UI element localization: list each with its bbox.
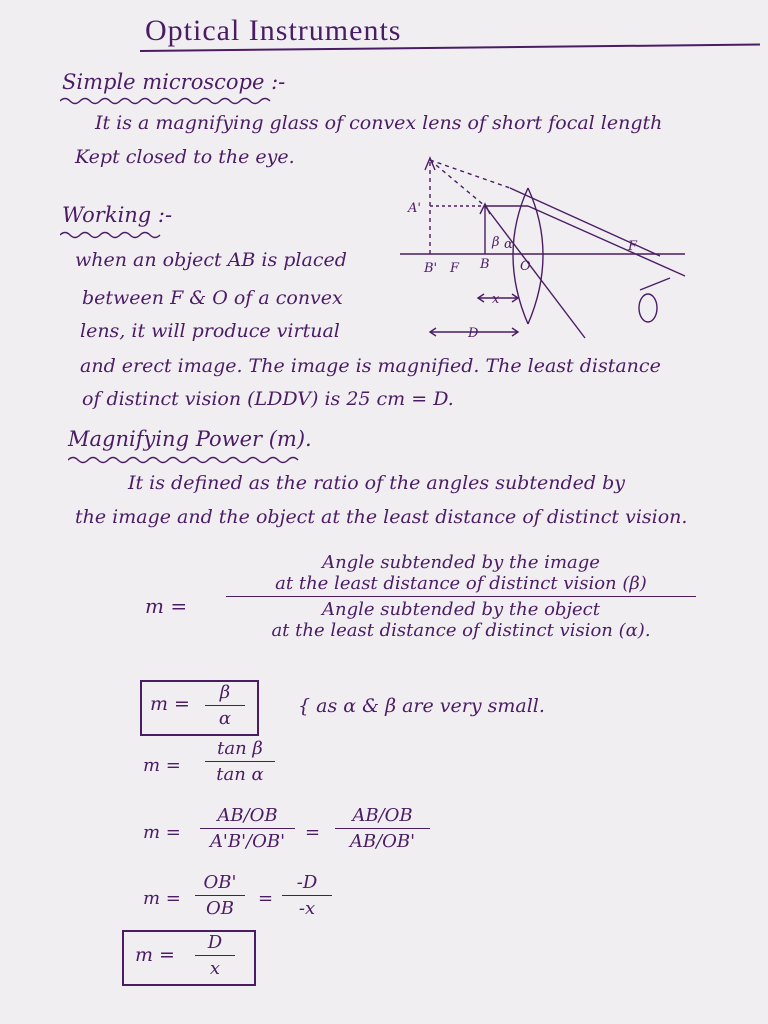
label-d: D xyxy=(468,326,479,341)
eq3-numerator-2: AB/OB xyxy=(352,805,413,826)
fraction-bar xyxy=(205,705,245,706)
box2-lhs: m = xyxy=(135,944,175,966)
box2-denominator: x xyxy=(209,958,221,979)
eq3-lhs: m = xyxy=(143,822,181,843)
eq2-lhs: m = xyxy=(143,755,181,776)
page-title: Optical Instruments xyxy=(145,14,402,47)
eq4-denominator: OB xyxy=(206,898,234,919)
working-line-1: when an object AB is placed xyxy=(75,249,347,271)
formula-denominator-1: Angle subtended by the object xyxy=(321,599,600,620)
eq3-fraction-2 xyxy=(335,805,430,852)
label-b-prime: B' xyxy=(424,261,438,276)
eq4-numerator-2: -D xyxy=(296,872,318,893)
label-o: O xyxy=(520,259,531,274)
box1-fraction xyxy=(205,682,245,729)
ray-diagram xyxy=(400,148,700,348)
eq4-equals: = xyxy=(258,888,274,909)
box2-numerator: D xyxy=(207,932,223,953)
formula-denominator-2: at the least distance of distinct vision (α). xyxy=(271,620,651,641)
fraction-bar xyxy=(282,895,332,896)
fraction-bar xyxy=(205,761,275,762)
box1-numerator: β xyxy=(219,682,231,703)
eq3-denominator-2: AB/OB' xyxy=(349,831,416,852)
label-b: B xyxy=(480,257,490,272)
formula-numerator-2: at the least distance of distinct vision (β) xyxy=(275,573,647,594)
fraction-bar xyxy=(195,895,245,896)
eq3-denominator: A'B'/OB' xyxy=(209,831,286,852)
eq4-fraction-2 xyxy=(282,872,332,919)
eq3-fraction-1 xyxy=(200,805,295,852)
eq4-fraction-1 xyxy=(195,872,245,919)
eq3-equals: = xyxy=(305,822,321,843)
working-line-3: lens, it will produce virtual xyxy=(80,320,340,342)
eq3-numerator: AB/OB xyxy=(217,805,278,826)
label-beta: β xyxy=(492,235,500,250)
formula-definition xyxy=(226,552,696,641)
wavy-underline xyxy=(60,96,280,106)
fraction-bar xyxy=(200,828,295,829)
label-f-left: F xyxy=(450,261,460,276)
small-angle-note: { as α & β are very small. xyxy=(298,695,545,717)
wavy-underline xyxy=(68,455,308,465)
box1-lhs: m = xyxy=(150,693,190,715)
magnifying-line-2: the image and the object at the least distance of distinct vision. xyxy=(75,506,688,528)
eq2-fraction xyxy=(205,738,275,785)
fraction-bar xyxy=(226,596,696,597)
box1-denominator: α xyxy=(218,708,232,729)
heading-magnifying-power: Magnifying Power (m). xyxy=(68,427,312,451)
formula-numerator-1: Angle subtended by the image xyxy=(322,552,600,573)
box2-fraction xyxy=(195,932,235,979)
microscope-line-1: It is a magnifying glass of convex lens of short focal length xyxy=(95,112,663,134)
working-line-2: between F & O of a convex xyxy=(82,287,343,309)
working-line-4: and erect image. The image is magnified. The least distance xyxy=(80,355,661,377)
eq4-lhs: m = xyxy=(143,888,181,909)
eq4-numerator: OB' xyxy=(203,872,237,893)
eq4-denominator-2: -x xyxy=(298,898,316,919)
label-alpha: α xyxy=(504,237,513,252)
label-x: x xyxy=(492,292,500,307)
fraction-bar xyxy=(335,828,430,829)
formula-m-label: m = xyxy=(145,594,188,618)
eq2-numerator: tan β xyxy=(217,738,263,759)
wavy-underline xyxy=(60,230,170,240)
eq2-denominator: tan α xyxy=(216,764,264,785)
heading-simple-microscope: Simple microscope :- xyxy=(62,70,286,94)
label-a-prime: A' xyxy=(408,201,421,216)
magnifying-line-1: It is defined as the ratio of the angles subtended by xyxy=(128,472,625,494)
fraction-bar xyxy=(195,955,235,956)
heading-working: Working :- xyxy=(62,203,173,227)
working-line-5: of distinct vision (LDDV) is 25 cm = D. xyxy=(82,388,454,410)
label-f-right: F xyxy=(628,239,638,254)
microscope-line-2: Kept closed to the eye. xyxy=(75,146,295,168)
